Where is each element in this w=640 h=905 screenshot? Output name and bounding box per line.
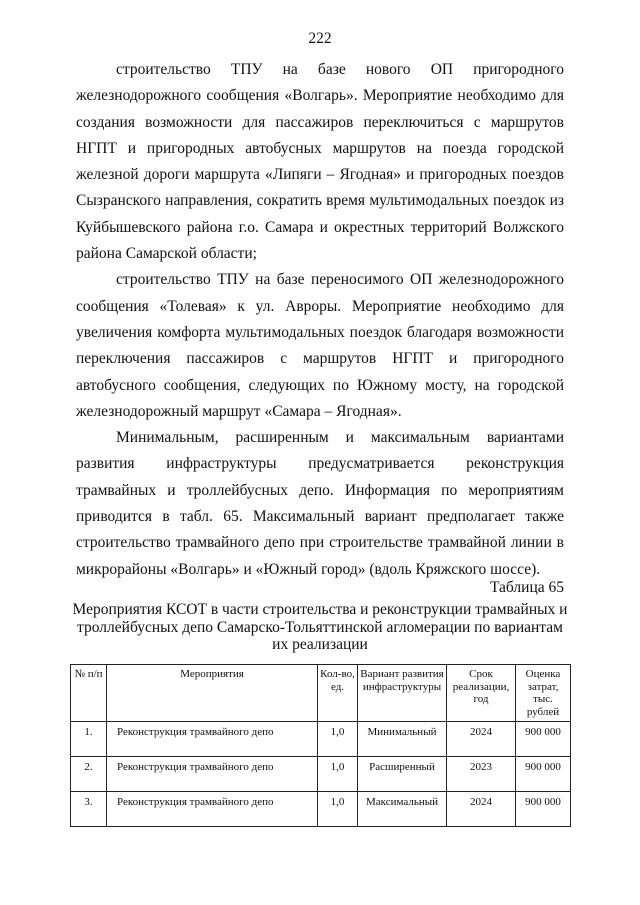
paragraph-depot-info: Минимальным, расширенным и максимальным вариантами развития инфраструктуры предусматривается реконструкция трамвайных и троллейбусных депо. Информация по мероприятиям приводится в табл. 65. Максимальный вариант предполагает также строительство трамвайного депо при строительстве трамвайной линии в микрорайоны «Волгарь» и «Южный город» (вдоль Кряжского шоссе). — [76, 429, 564, 578]
body-text — [76, 57, 564, 583]
cell-cost: 900 000 — [516, 722, 571, 757]
header-measure: Мероприятия — [107, 665, 318, 722]
cell-num: 2. — [71, 757, 107, 792]
cell-variant: Максимальный — [358, 792, 447, 827]
header-cost: Оценка затрат, тыс. рублей — [516, 665, 571, 722]
cell-qty: 1,0 — [318, 792, 358, 827]
cell-num: 1. — [71, 722, 107, 757]
cell-term: 2024 — [447, 722, 516, 757]
paragraph-tpu-volgar: строительство ТПУ на базе нового ОП пригородного железнодорожного сообщения «Волгарь». Мероприятие необходимо для создания возможности для пассажиров переключиться с маршрутов НГПТ и пригородных автобусных маршрутов на поезда городской железной дороги маршрута «Липяги – Ягодная» и пригородных поездов Сызранского направления, сократить время мультимодальных поездок из Куйбышевского района г.о. Самара и окрестных территорий Волжского района Самарской области; — [76, 61, 564, 263]
cell-term: 2024 — [447, 792, 516, 827]
cell-qty: 1,0 — [318, 722, 358, 757]
table-row — [71, 757, 571, 792]
table-header-row — [71, 665, 571, 722]
paragraph-tpu-toleva: строительство ТПУ на базе переносимого ОП железнодорожного сообщения «Толевая» к ул. Авроры. Мероприятие необходимо для увеличения комфорта мультимодальных поездок благодаря возможности переключения пассажиров с маршрутов НГПТ и пригородного автобусного сообщения, следующих по Южному мосту, на городской железнодорожный маршрут «Самара – Ягодная». — [76, 271, 564, 420]
cell-measure: Реконструкция трамвайного депо — [107, 722, 318, 757]
table-caption: Мероприятия КСОТ в части строительства и реконструкции трамвайных и троллейбусных депо Самарско-Тольяттинской агломерации по вариантам их реализации — [72, 601, 568, 653]
page-number: 222 — [308, 30, 332, 47]
table-row — [71, 722, 571, 757]
cell-variant: Минимальный — [358, 722, 447, 757]
cell-measure: Реконструкция трамвайного депо — [107, 757, 318, 792]
cell-qty: 1,0 — [318, 757, 358, 792]
cell-variant: Расширенный — [358, 757, 447, 792]
header-term: Срок реализации, год — [447, 665, 516, 722]
table-row — [71, 792, 571, 827]
cell-num: 3. — [71, 792, 107, 827]
cell-cost: 900 000 — [516, 792, 571, 827]
table-label: Таблица 65 — [489, 579, 564, 596]
measures-table — [70, 664, 571, 827]
header-num: № п/п — [71, 665, 107, 722]
cell-term: 2023 — [447, 757, 516, 792]
header-variant: Вариант развития инфраструктуры — [358, 665, 447, 722]
cell-cost: 900 000 — [516, 757, 571, 792]
cell-measure: Реконструкция трамвайного депо — [107, 792, 318, 827]
header-qty: Кол-во, ед. — [318, 665, 358, 722]
